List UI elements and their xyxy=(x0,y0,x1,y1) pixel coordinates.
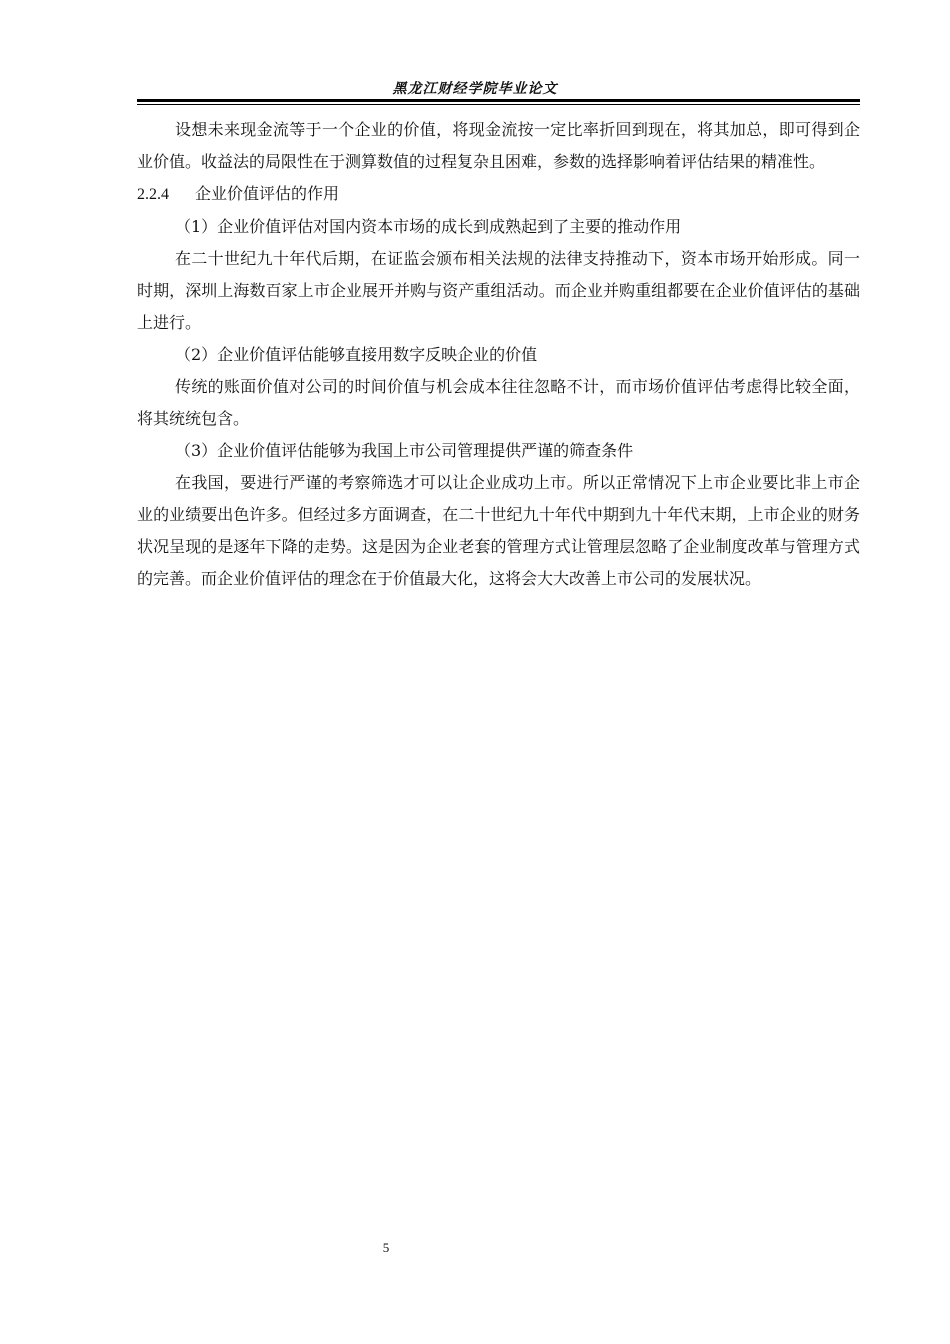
running-header: 黑龙江财经学院毕业论文 xyxy=(392,81,558,97)
header-rule-thick xyxy=(137,99,860,102)
item-3-title: （3）企业价值评估能够为我国上市公司管理提供严谨的筛查条件 xyxy=(175,441,634,460)
section-title: 企业价值评估的作用 xyxy=(195,184,340,203)
header-rule-thin xyxy=(137,104,860,105)
item-1-title: （1）企业价值评估对国内资本市场的成长到成熟起到了主要的推动作用 xyxy=(175,217,682,236)
page-number: 5 xyxy=(382,1240,390,1255)
item-3-paragraph: 在我国，要进行严谨的考察筛选才可以让企业成功上市。所以正常情况下上市企业要比非上市企业的业绩要出色许多。但经过多方面调查，在二十世纪九十年代中期到九十年代末期，上市企业的财务状况呈现的是逐年下降的走势。这是因为企业老套的管理方式让管理层忽略了企业制度改革与管理方式的完善。而企业价值评估的理念在于价值最大化，这将会大大改善上市公司的发展状况。 xyxy=(137,473,860,588)
item-1-paragraph: 在二十世纪九十年代后期，在证监会颁布相关法规的法律支持推动下，资本市场开始形成。同一时期，深圳上海数百家上市企业展开并购与资产重组活动。而企业并购重组都要在企业价值评估的基础上进行。 xyxy=(137,249,860,332)
item-2-paragraph: 传统的账面价值对公司的时间价值与机会成本往往忽略不计，而市场价值评估考虑得比较全面，将其统统包含。 xyxy=(137,377,860,428)
section-number: 2.2.4 xyxy=(137,186,169,203)
paragraph-income-method: 设想未来现金流等于一个企业的价值，将现金流按一定比率折回到现在，将其加总，即可得到企业价值。收益法的局限性在于测算数值的过程复杂且困难，参数的选择影响着评估结果的精准性。 xyxy=(137,120,860,171)
section-heading xyxy=(137,178,860,211)
item-2-title: （2）企业价值评估能够直接用数字反映企业的价值 xyxy=(175,345,538,364)
page-body xyxy=(137,114,860,595)
